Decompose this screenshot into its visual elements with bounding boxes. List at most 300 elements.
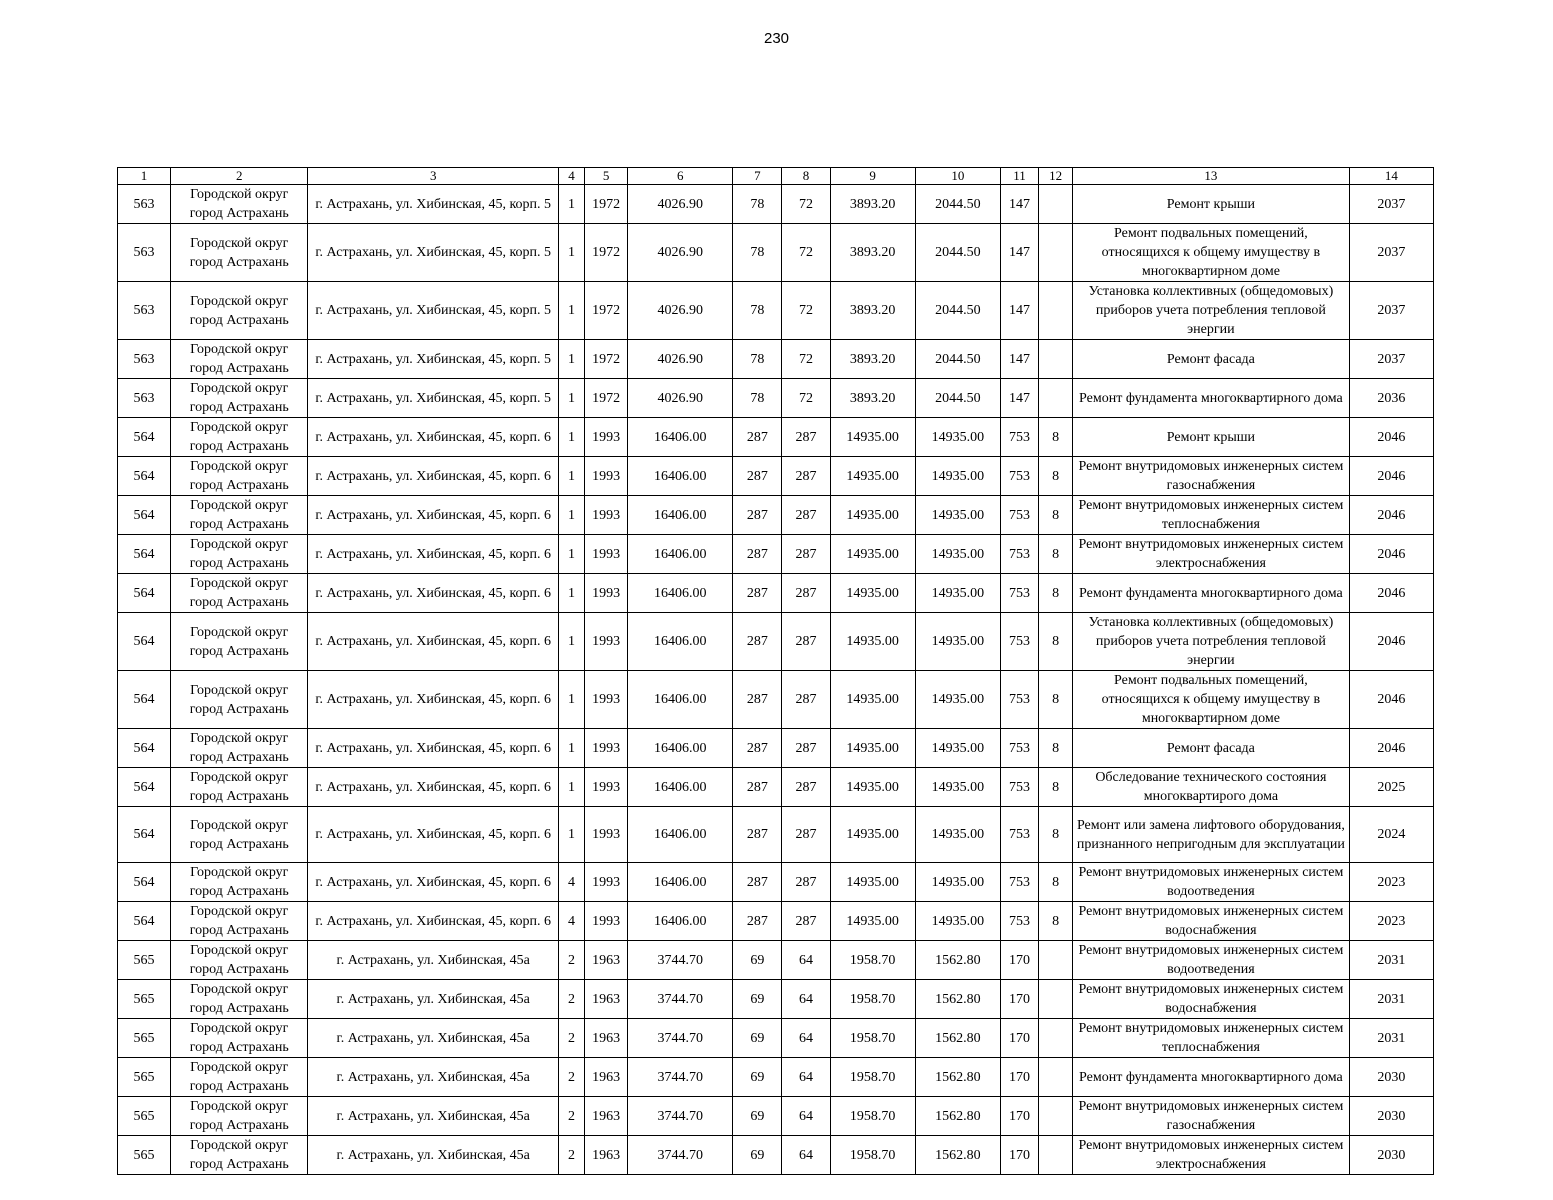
total-area-text: 3744.70: [657, 991, 703, 1007]
area-10-text: 1562.80: [935, 991, 981, 1007]
cell-area-9: [830, 941, 915, 980]
address-text: г. Астрахань, ул. Хибинская, 45, корп. 5: [315, 245, 552, 260]
planned-year-text: 2046: [1377, 634, 1406, 649]
area-9-text: 3893.20: [849, 245, 896, 260]
cell-area-10: [915, 1058, 1000, 1097]
cell-col-7: [733, 768, 782, 807]
cell-year-built: [585, 941, 628, 980]
row-number-text: 564: [133, 634, 155, 649]
cell-work-type: [1073, 729, 1350, 768]
cell-area-9: [830, 457, 915, 496]
cell-municipality: [171, 224, 308, 282]
area-10-text: 14935.00: [931, 779, 985, 795]
col-7-text: 287: [746, 546, 768, 562]
cell-municipality: [171, 535, 308, 574]
cell-col-8: [782, 1019, 830, 1058]
col-12-text: 8: [1052, 913, 1060, 929]
col-12-text: 8: [1052, 429, 1060, 445]
municipality-text: Городской округ город Астрахань: [189, 682, 289, 717]
column-header-3: 3: [308, 168, 559, 185]
cell-residents: [1000, 729, 1038, 768]
total-area-text: 4026.90: [657, 196, 703, 212]
cell-row-number: [118, 418, 171, 457]
cell-col-12: [1039, 457, 1073, 496]
year-built-text: 1993: [592, 585, 621, 601]
row-number-text: 564: [133, 507, 155, 523]
cell-year-built: [585, 418, 628, 457]
area-10-text: 2044.50: [935, 303, 981, 318]
cell-municipality: [171, 902, 308, 941]
row-number-text: 564: [133, 874, 155, 890]
cell-area-10: [915, 729, 1000, 768]
cell-col-4: [558, 496, 584, 535]
col-12-text: 8: [1052, 740, 1060, 756]
planned-year-text: 2023: [1377, 874, 1406, 890]
cell-address: [308, 496, 559, 535]
cell-work-type: [1073, 418, 1350, 457]
cell-work-type: [1073, 282, 1350, 340]
row-number-text: 564: [133, 827, 155, 842]
municipality-text: Городской округ город Астрахань: [189, 381, 289, 415]
col-7-text: 69: [750, 1108, 765, 1124]
col-8-text: 72: [799, 196, 814, 212]
col-12-text: 8: [1052, 692, 1060, 707]
row-number-text: 564: [133, 585, 155, 601]
table-row: [118, 282, 1434, 340]
area-10-text: 14935.00: [931, 585, 985, 601]
column-header-14: 14: [1349, 168, 1433, 185]
cell-row-number: [118, 282, 171, 340]
cell-municipality: [171, 768, 308, 807]
work-type-text: Ремонт внутридомовых инженерных систем водоснабжения: [1078, 982, 1344, 1016]
cell-area-10: [915, 457, 1000, 496]
cell-year-built: [585, 1019, 628, 1058]
residents-text: 753: [1008, 692, 1030, 707]
cell-residents: [1000, 1097, 1038, 1136]
cell-total-area: [628, 902, 733, 941]
cell-year-built: [585, 574, 628, 613]
column-header-2: 2: [171, 168, 308, 185]
cell-residents: [1000, 671, 1038, 729]
year-built-text: 1972: [592, 196, 621, 212]
table-row: [118, 457, 1434, 496]
year-built-text: 1993: [592, 874, 621, 890]
cell-col-12: [1039, 574, 1073, 613]
residents-text: 170: [1008, 1147, 1030, 1163]
cell-residents: [1000, 574, 1038, 613]
cell-total-area: [628, 496, 733, 535]
col-8-text: 287: [795, 827, 817, 842]
cell-municipality: [171, 379, 308, 418]
residents-text: 170: [1008, 952, 1030, 968]
cell-col-8: [782, 1136, 830, 1175]
cell-col-12: [1039, 941, 1073, 980]
row-number-text: 565: [133, 1069, 155, 1085]
capital-repair-table: [117, 167, 1434, 1175]
cell-year-built: [585, 980, 628, 1019]
cell-row-number: [118, 980, 171, 1019]
work-type-text: Ремонт или замена лифтового оборудования, признанного непригодным для эксплуатации: [1076, 817, 1345, 852]
area-10-text: 2044.50: [935, 245, 981, 260]
col-4-text: 1: [568, 390, 575, 406]
cell-col-7: [733, 185, 782, 224]
cell-municipality: [171, 1058, 308, 1097]
cell-address: [308, 224, 559, 282]
cell-planned-year: [1349, 1097, 1433, 1136]
cell-address: [308, 282, 559, 340]
planned-year-text: 2030: [1377, 1147, 1406, 1163]
cell-col-8: [782, 340, 830, 379]
area-10-text: 14935.00: [931, 429, 985, 445]
cell-row-number: [118, 1058, 171, 1097]
cell-year-built: [585, 535, 628, 574]
address-text: г. Астрахань, ул. Хибинская, 45, корп. 6: [315, 507, 552, 523]
col-8-text: 64: [799, 952, 814, 968]
col-8-text: 287: [795, 585, 817, 601]
area-10-text: 2044.50: [935, 351, 981, 367]
total-area-text: 16406.00: [653, 429, 707, 445]
address-text: г. Астрахань, ул. Хибинская, 45, корп. 6: [315, 692, 552, 707]
municipality-text: Городской округ город Астрахань: [189, 770, 289, 804]
cell-row-number: [118, 224, 171, 282]
cell-row-number: [118, 496, 171, 535]
municipality-text: Городской округ город Астрахань: [189, 576, 289, 610]
residents-text: 147: [1008, 303, 1030, 318]
cell-row-number: [118, 671, 171, 729]
municipality-text: Городской округ город Астрахань: [189, 1138, 289, 1172]
cell-planned-year: [1349, 282, 1433, 340]
year-built-text: 1993: [592, 546, 621, 562]
cell-col-12: [1039, 535, 1073, 574]
year-built-text: 1972: [592, 351, 621, 367]
cell-residents: [1000, 535, 1038, 574]
cell-address: [308, 457, 559, 496]
table-body: [118, 185, 1434, 1175]
table-row: [118, 1097, 1434, 1136]
col-8-text: 72: [799, 245, 814, 260]
col-8-text: 287: [795, 507, 817, 523]
residents-text: 170: [1008, 1108, 1030, 1124]
cell-col-8: [782, 902, 830, 941]
work-type-text: Ремонт подвальных помещений, относящихся к общему имуществу в многоквартирном доме: [1101, 226, 1321, 279]
row-number-text: 563: [133, 351, 155, 367]
cell-total-area: [628, 729, 733, 768]
cell-residents: [1000, 1058, 1038, 1097]
col-8-text: 64: [799, 1108, 814, 1124]
cell-col-12: [1039, 185, 1073, 224]
column-number-header-row: [118, 168, 1434, 185]
municipality-text: Городской округ город Астрахань: [189, 420, 289, 454]
cell-area-9: [830, 1058, 915, 1097]
cell-col-8: [782, 729, 830, 768]
cell-area-9: [830, 613, 915, 671]
cell-total-area: [628, 980, 733, 1019]
municipality-text: Городской округ город Астрахань: [189, 1099, 289, 1133]
cell-total-area: [628, 807, 733, 863]
cell-area-9: [830, 729, 915, 768]
cell-col-7: [733, 457, 782, 496]
area-9-text: 14935.00: [846, 468, 899, 484]
col-7-text: 287: [746, 692, 768, 707]
col-8-text: 287: [795, 913, 817, 929]
cell-col-7: [733, 535, 782, 574]
cell-col-4: [558, 941, 584, 980]
cell-col-8: [782, 282, 830, 340]
row-number-text: 563: [133, 303, 155, 318]
col-7-text: 287: [746, 585, 768, 601]
cell-municipality: [171, 340, 308, 379]
table-row: [118, 1136, 1434, 1175]
cell-planned-year: [1349, 902, 1433, 941]
col-7-text: 287: [746, 507, 768, 523]
cell-col-4: [558, 224, 584, 282]
total-area-text: 16406.00: [653, 913, 707, 929]
cell-address: [308, 418, 559, 457]
cell-col-7: [733, 224, 782, 282]
cell-col-12: [1039, 496, 1073, 535]
planned-year-text: 2046: [1377, 585, 1406, 601]
cell-area-10: [915, 671, 1000, 729]
cell-work-type: [1073, 768, 1350, 807]
planned-year-text: 2046: [1377, 546, 1406, 562]
municipality-text: Городской округ город Астрахань: [189, 342, 289, 376]
cell-col-12: [1039, 1097, 1073, 1136]
col-4-text: 2: [568, 1030, 575, 1046]
cell-col-8: [782, 1097, 830, 1136]
cell-row-number: [118, 941, 171, 980]
cell-residents: [1000, 457, 1038, 496]
municipality-text: Городской округ город Астрахань: [189, 865, 289, 899]
cell-municipality: [171, 1136, 308, 1175]
cell-year-built: [585, 1058, 628, 1097]
col-4-text: 4: [568, 913, 575, 929]
area-10-text: 14935.00: [931, 827, 985, 842]
cell-address: [308, 535, 559, 574]
residents-text: 147: [1008, 390, 1030, 406]
cell-row-number: [118, 379, 171, 418]
cell-col-7: [733, 807, 782, 863]
cell-total-area: [628, 1136, 733, 1175]
cell-col-7: [733, 980, 782, 1019]
row-number-text: 564: [133, 468, 155, 484]
residents-text: 147: [1008, 351, 1030, 367]
cell-total-area: [628, 1097, 733, 1136]
cell-address: [308, 1058, 559, 1097]
cell-col-12: [1039, 768, 1073, 807]
cell-col-4: [558, 574, 584, 613]
cell-residents: [1000, 379, 1038, 418]
address-text: г. Астрахань, ул. Хибинская, 45, корп. 5: [315, 303, 552, 318]
cell-work-type: [1073, 807, 1350, 863]
cell-total-area: [628, 418, 733, 457]
cell-address: [308, 671, 559, 729]
cell-municipality: [171, 574, 308, 613]
cell-address: [308, 613, 559, 671]
cell-area-10: [915, 282, 1000, 340]
col-12-text: 8: [1052, 468, 1060, 484]
cell-col-8: [782, 671, 830, 729]
cell-municipality: [171, 941, 308, 980]
area-9-text: 3893.20: [849, 303, 896, 318]
cell-col-4: [558, 807, 584, 863]
residents-text: 753: [1008, 468, 1030, 484]
cell-year-built: [585, 379, 628, 418]
cell-residents: [1000, 980, 1038, 1019]
address-text: г. Астрахань, ул. Хибинская, 45а: [336, 1069, 530, 1085]
cell-planned-year: [1349, 379, 1433, 418]
column-header-5: 5: [585, 168, 628, 185]
col-7-text: 78: [750, 196, 765, 212]
column-header-9: 9: [830, 168, 915, 185]
total-area-text: 3744.70: [657, 1069, 703, 1085]
cell-col-4: [558, 185, 584, 224]
table-row: [118, 418, 1434, 457]
cell-area-10: [915, 1019, 1000, 1058]
cell-total-area: [628, 574, 733, 613]
area-9-text: 14935.00: [846, 913, 899, 929]
work-type-text: Ремонт фундамента многоквартирного дома: [1079, 1069, 1343, 1085]
cell-col-8: [782, 185, 830, 224]
col-4-text: 2: [568, 1108, 575, 1124]
area-9-text: 1958.70: [849, 1030, 896, 1046]
cell-work-type: [1073, 902, 1350, 941]
cell-address: [308, 980, 559, 1019]
cell-municipality: [171, 671, 308, 729]
table-row: [118, 613, 1434, 671]
cell-municipality: [171, 1097, 308, 1136]
cell-area-9: [830, 185, 915, 224]
row-number-text: 564: [133, 779, 155, 795]
area-9-text: 1958.70: [849, 1147, 896, 1163]
row-number-text: 563: [133, 196, 155, 212]
total-area-text: 16406.00: [653, 779, 707, 795]
cell-planned-year: [1349, 224, 1433, 282]
cell-col-7: [733, 1019, 782, 1058]
cell-row-number: [118, 185, 171, 224]
table-row: [118, 379, 1434, 418]
cell-row-number: [118, 574, 171, 613]
cell-planned-year: [1349, 1136, 1433, 1175]
cell-row-number: [118, 613, 171, 671]
cell-total-area: [628, 340, 733, 379]
total-area-text: 16406.00: [653, 468, 707, 484]
planned-year-text: 2046: [1377, 692, 1406, 707]
residents-text: 147: [1008, 196, 1030, 212]
work-type-text: Ремонт фундамента многоквартирного дома: [1079, 585, 1343, 601]
cell-total-area: [628, 613, 733, 671]
cell-total-area: [628, 863, 733, 902]
cell-col-4: [558, 535, 584, 574]
cell-total-area: [628, 941, 733, 980]
year-built-text: 1972: [592, 390, 621, 406]
cell-col-7: [733, 496, 782, 535]
area-9-text: 1958.70: [849, 991, 896, 1007]
cell-area-9: [830, 379, 915, 418]
col-4-text: 1: [568, 779, 575, 795]
page-number: 230: [763, 30, 790, 47]
cell-planned-year: [1349, 185, 1433, 224]
cell-area-10: [915, 941, 1000, 980]
cell-planned-year: [1349, 729, 1433, 768]
cell-row-number: [118, 340, 171, 379]
cell-col-7: [733, 863, 782, 902]
cell-residents: [1000, 902, 1038, 941]
address-text: г. Астрахань, ул. Хибинская, 45, корп. 5: [315, 390, 552, 406]
cell-col-4: [558, 1097, 584, 1136]
cell-col-4: [558, 671, 584, 729]
col-4-text: 1: [568, 303, 575, 318]
cell-col-4: [558, 340, 584, 379]
cell-residents: [1000, 496, 1038, 535]
cell-area-10: [915, 496, 1000, 535]
cell-col-7: [733, 1136, 782, 1175]
cell-area-10: [915, 418, 1000, 457]
address-text: г. Астрахань, ул. Хибинская, 45а: [336, 1108, 530, 1124]
area-9-text: 3893.20: [849, 196, 896, 212]
cell-year-built: [585, 807, 628, 863]
work-type-text: Установка коллективных (общедомовых) приборов учета потребления тепловой энергии: [1088, 615, 1334, 668]
cell-work-type: [1073, 1019, 1350, 1058]
area-9-text: 1958.70: [849, 1108, 896, 1124]
cell-area-10: [915, 574, 1000, 613]
residents-text: 170: [1008, 991, 1030, 1007]
col-8-text: 287: [795, 740, 817, 756]
cell-col-8: [782, 496, 830, 535]
cell-municipality: [171, 980, 308, 1019]
year-built-text: 1993: [592, 634, 621, 649]
planned-year-text: 2031: [1377, 952, 1406, 968]
column-header-10: 10: [915, 168, 1000, 185]
cell-total-area: [628, 282, 733, 340]
cell-col-4: [558, 613, 584, 671]
cell-work-type: [1073, 574, 1350, 613]
cell-planned-year: [1349, 768, 1433, 807]
address-text: г. Астрахань, ул. Хибинская, 45, корп. 6: [315, 546, 552, 562]
work-type-text: Ремонт внутридомовых инженерных систем водоснабжения: [1078, 904, 1344, 938]
cell-total-area: [628, 1058, 733, 1097]
municipality-text: Городской округ город Астрахань: [189, 982, 289, 1016]
table-row: [118, 1019, 1434, 1058]
planned-year-text: 2046: [1377, 507, 1406, 523]
area-10-text: 1562.80: [935, 1069, 981, 1085]
planned-year-text: 2046: [1377, 740, 1406, 756]
cell-municipality: [171, 729, 308, 768]
cell-planned-year: [1349, 340, 1433, 379]
residents-text: 170: [1008, 1069, 1030, 1085]
cell-row-number: [118, 729, 171, 768]
table-row: [118, 671, 1434, 729]
year-built-text: 1963: [592, 952, 621, 968]
year-built-text: 1963: [592, 1108, 621, 1124]
cell-col-12: [1039, 1019, 1073, 1058]
table-row: [118, 980, 1434, 1019]
planned-year-text: 2037: [1377, 351, 1406, 367]
cell-work-type: [1073, 340, 1350, 379]
cell-area-9: [830, 340, 915, 379]
table-row: [118, 535, 1434, 574]
area-9-text: 1958.70: [849, 1069, 896, 1085]
col-7-text: 287: [746, 634, 768, 649]
cell-col-8: [782, 613, 830, 671]
area-9-text: 14935.00: [846, 546, 899, 562]
cell-address: [308, 863, 559, 902]
cell-col-7: [733, 1058, 782, 1097]
cell-address: [308, 379, 559, 418]
work-type-text: Ремонт фундамента многоквартирного дома: [1079, 390, 1343, 406]
cell-address: [308, 1136, 559, 1175]
cell-total-area: [628, 535, 733, 574]
residents-text: 753: [1008, 429, 1030, 445]
